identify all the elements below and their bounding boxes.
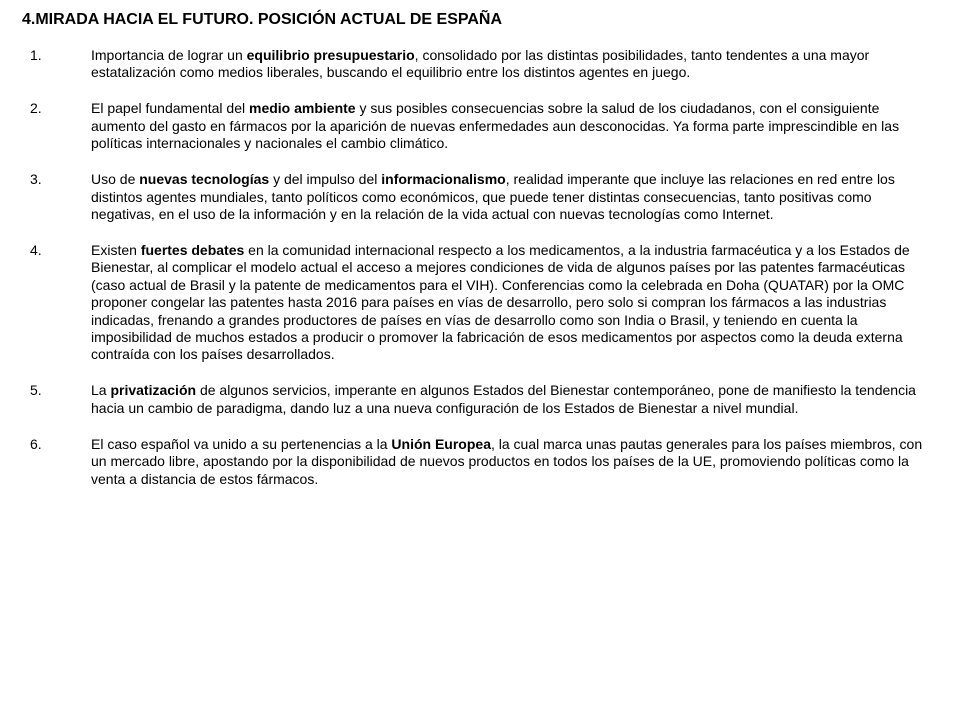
text-run: Existen: [91, 242, 141, 259]
list-item-text: [91, 100, 899, 151]
list-item-text: [91, 242, 910, 362]
emphasis-term: Unión Europea: [391, 435, 491, 452]
list-item-number: 3.: [30, 171, 42, 188]
list-item-text: [91, 47, 869, 80]
list-item: [0, 382, 960, 417]
emphasis-term: informacionalismo: [381, 171, 506, 188]
list-item-number: 5.: [30, 382, 42, 399]
text-run: El papel fundamental del: [91, 100, 249, 117]
list-item-number: 4.: [30, 242, 42, 259]
text-run: de algunos servicios, imperante en algunos Estados del Bienestar contemporáneo, pone de manifiesto la tendencia hacia un cambio de paradigma, dando luz a una nueva configuración de los Estados de Bienestar a nivel mundial.: [91, 382, 916, 416]
slide-title: 4.MIRADA HACIA EL FUTURO. POSICIÓN ACTUAL DE ESPAÑA: [22, 11, 503, 28]
list-item-text: [91, 382, 916, 415]
numbered-list: [0, 47, 960, 507]
list-item-text: [91, 436, 922, 487]
list-item-number: 6.: [30, 435, 42, 452]
text-run: y sus posibles consecuencias sobre la salud de los ciudadanos, con el consiguiente aumento del gasto en fármacos por la aparición de nuevas enfermedades aun desconocidas. Ya forma parte imprescindible en las políticas internacionales y nacionales el cambio climático.: [91, 100, 900, 152]
text-run: , consolidado por las distintas posibilidades, tanto tendentes a una mayor estatalización como medios liberales, buscando el equilibrio entre los distintos agentes en juego.: [91, 47, 870, 81]
emphasis-term: medio ambiente: [249, 100, 356, 117]
list-item: [0, 100, 960, 152]
text-run: Uso de: [91, 171, 140, 188]
emphasis-term: privatización: [110, 382, 197, 399]
text-run: , la cual marca unas pautas generales para los países miembros, con un mercado libre, apostando por la disponibilidad de nuevos productos en todos los países de la UE, promoviendo políticas como la venta a distancia de estos fármacos.: [91, 435, 923, 487]
list-item: [0, 436, 960, 488]
emphasis-term: equilibrio presupuestario: [246, 47, 415, 63]
list-item: [0, 171, 960, 223]
text-run: El caso español va unido a su pertenencias a la: [91, 435, 392, 452]
list-item-number: 1.: [30, 47, 42, 63]
list-item-number: 2.: [30, 100, 42, 117]
emphasis-term: nuevas tecnologías: [139, 171, 270, 188]
list-item: [0, 47, 960, 82]
text-run: La: [91, 382, 111, 399]
text-run: Importancia de lograr un: [91, 47, 247, 63]
list-item: [0, 242, 960, 364]
text-run: , realidad imperante que incluye las relaciones en red entre los distintos agentes mundiales, tanto políticos como económicos, que puede tener distintas consecuencias, tanto positivas como negativas, en el uso de la información y en la relación de la vida actual con nuevas tecnologías como Internet.: [91, 171, 895, 223]
emphasis-term: fuertes debates: [140, 242, 245, 259]
text-run: y del impulso del: [269, 171, 382, 188]
text-run: en la comunidad internacional respecto a los medicamentos, a la industria farmacéutica y a los Estados de Bienestar, al complicar el modelo actual el acceso a mejores condiciones de vida de algunos países por las patentes farmacéuticas (caso actual de Brasil y la patente de medicamentos para el VIH). Conferencias como la celebrada en Doha (QUATAR) por la OMC proponer congelar las patentes hasta 2016 para países en vías de desarrollo, pero solo si compran los fármacos a las industrias indicadas, frenando a grandes productores de países en vías de desarrollo como son India o Brasil, y teniendo en cuenta la imposibilidad de muchos estados a producir o promover la fabricación de esos medicamentos por aspectos como la deuda externa contraída con los países desarrollados.: [91, 242, 910, 363]
list-item-text: [91, 171, 895, 222]
